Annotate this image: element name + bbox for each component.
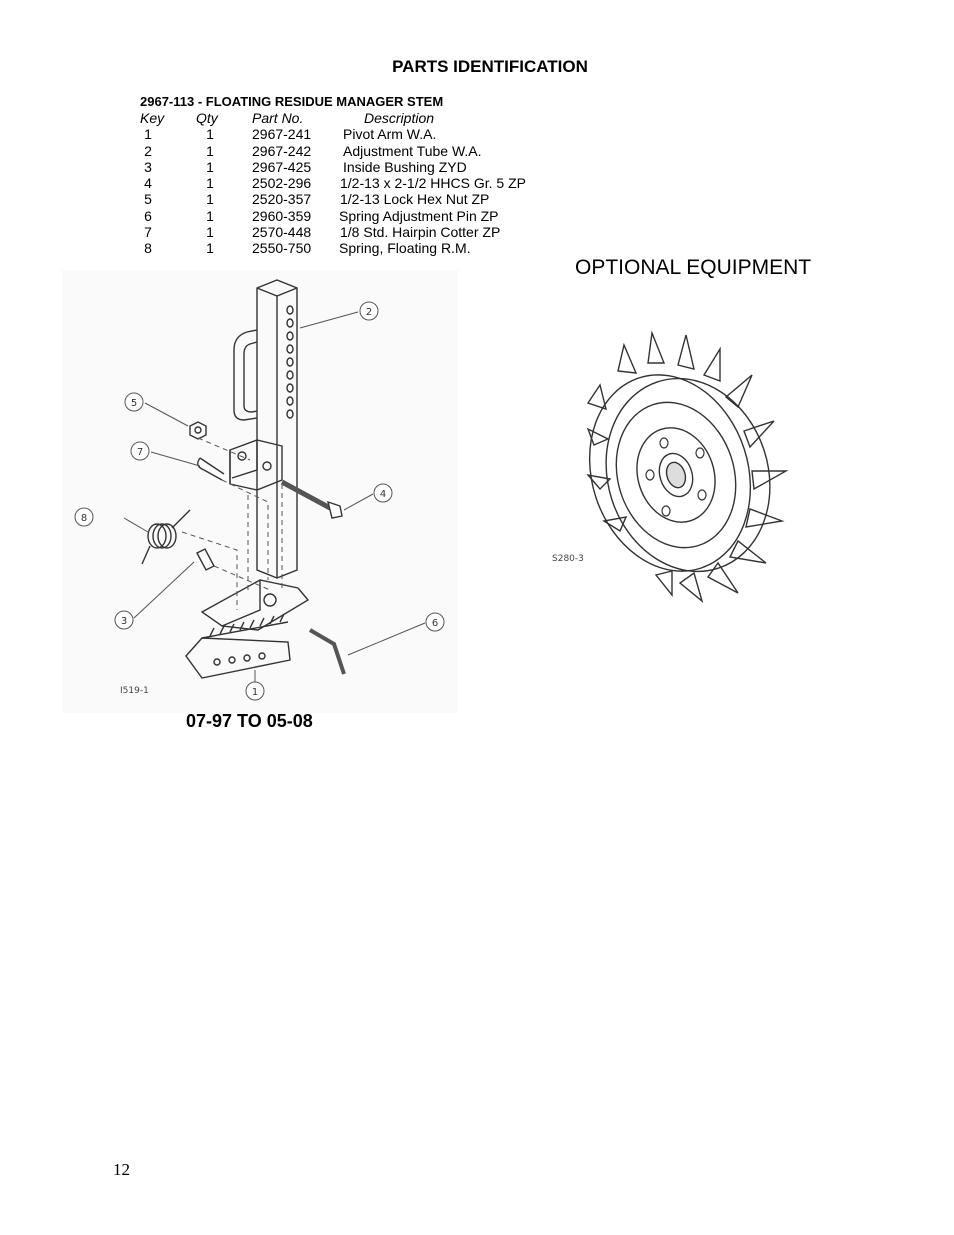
svg-text:1: 1 — [251, 687, 259, 698]
row-key: 5 — [144, 191, 152, 208]
spiked-wheel-view — [548, 325, 828, 610]
figure-code-left: I519-1 — [120, 686, 149, 696]
svg-text:4: 4 — [379, 489, 387, 500]
svg-text:5: 5 — [130, 398, 138, 409]
row-part-no: 2502-296 — [252, 175, 312, 192]
row-qty: 1 — [206, 207, 214, 224]
callout-2 — [360, 302, 378, 320]
svg-text:2: 2 — [365, 307, 373, 318]
figure-code-right: S280-3 — [552, 554, 584, 564]
residue-manager-stem-diagram — [62, 270, 458, 713]
row-key: 8 — [144, 240, 152, 257]
callout-1 — [246, 682, 264, 700]
col-qty: Qty — [196, 110, 218, 126]
floating-spring — [142, 510, 190, 564]
row-description: 1/2-13 x 2-1/2 HHCS Gr. 5 ZP — [340, 175, 526, 192]
row-description: Adjustment Tube W.A. — [343, 142, 482, 159]
assembly-title: 2967-113 - FLOATING RESIDUE MANAGER STEM — [140, 94, 444, 109]
row-part-no: 2967-241 — [252, 126, 312, 143]
row-description: Spring, Floating R.M. — [339, 240, 471, 257]
page-heading: PARTS IDENTIFICATION — [392, 57, 588, 76]
callout-3 — [115, 611, 133, 629]
hairpin-cotter — [198, 458, 224, 480]
callout-4 — [374, 484, 392, 502]
row-description: Pivot Arm W.A. — [343, 126, 437, 143]
row-description: 1/2-13 Lock Hex Nut ZP — [340, 191, 490, 208]
svg-text:8: 8 — [80, 513, 88, 524]
row-qty: 1 — [206, 158, 214, 175]
row-part-no: 2520-357 — [252, 191, 312, 208]
row-qty: 1 — [206, 240, 214, 257]
row-description: 1/8 Std. Hairpin Cotter ZP — [340, 224, 501, 241]
spiked-wheel-diagram — [548, 325, 828, 610]
row-qty: 1 — [206, 175, 214, 192]
hhcs-bolt — [282, 482, 330, 508]
pivot-arm — [202, 580, 308, 630]
col-key: Key — [140, 110, 165, 126]
stem-exploded-view — [62, 270, 458, 713]
clevis-bracket — [230, 440, 282, 490]
row-qty: 1 — [206, 142, 214, 159]
row-part-no: 2550-750 — [252, 240, 312, 257]
row-key: 1 — [144, 126, 152, 143]
row-key: 4 — [144, 175, 152, 192]
svg-text:7: 7 — [136, 447, 144, 458]
row-key: 7 — [144, 224, 152, 241]
spring-adjustment-pin — [310, 630, 344, 674]
row-qty: 1 — [206, 126, 214, 143]
row-qty: 1 — [206, 191, 214, 208]
row-key: 3 — [144, 158, 152, 175]
row-qty: 1 — [206, 224, 214, 241]
optional-equipment-title: OPTIONAL EQUIPMENT — [575, 256, 812, 279]
svg-text:3: 3 — [120, 616, 128, 627]
lock-nut — [190, 422, 206, 439]
col-description: Description — [364, 110, 435, 126]
row-part-no: 2570-448 — [252, 224, 312, 241]
callout-6 — [426, 613, 444, 631]
row-key: 2 — [144, 142, 152, 159]
row-part-no: 2967-242 — [252, 142, 312, 159]
row-part-no: 2960-359 — [252, 207, 312, 224]
col-part-no: Part No. — [252, 110, 304, 126]
assembly-lines — [182, 438, 282, 610]
svg-text:6: 6 — [431, 618, 439, 629]
inside-bushing — [197, 549, 214, 570]
wheel-tines — [588, 333, 786, 601]
row-key: 6 — [144, 207, 152, 224]
pivot-arm-plate — [186, 638, 290, 678]
row-description: Spring Adjustment Pin ZP — [339, 207, 499, 224]
callout-7 — [131, 442, 149, 460]
callout-8 — [75, 508, 93, 526]
row-description: Inside Bushing ZYD — [343, 158, 467, 175]
row-part-no: 2967-425 — [252, 158, 312, 175]
page-number: 12 — [113, 1160, 130, 1179]
callout-5 — [125, 393, 143, 411]
tube-holes — [287, 306, 293, 418]
date-range: 07-97 TO 05-08 — [186, 711, 313, 731]
